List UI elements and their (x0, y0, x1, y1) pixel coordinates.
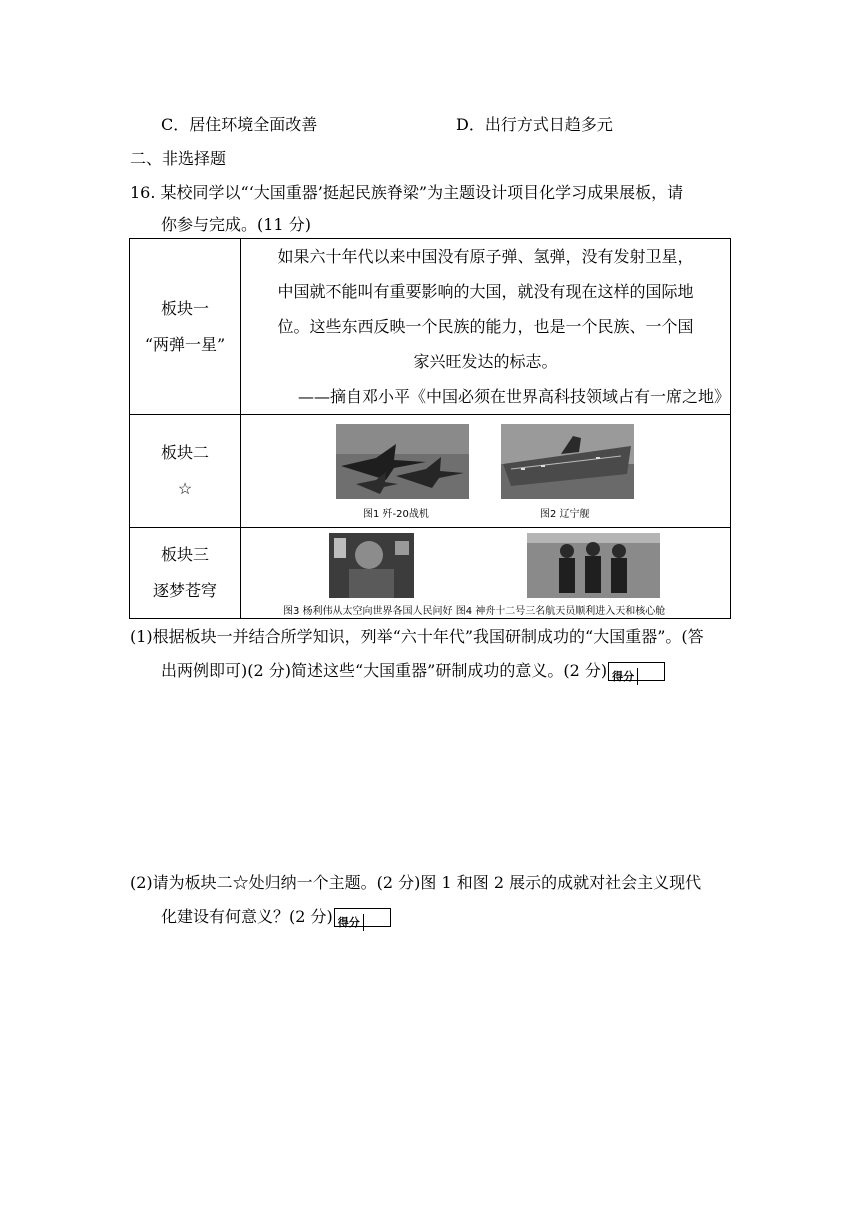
fig2-caption: 图2 辽宁舰 (540, 509, 590, 520)
quote-line: 如果六十年代以来中国没有原子弹、氢弹，没有发射卫星， (277, 247, 694, 266)
score-label: 得分 (335, 914, 364, 931)
yang-liwei-photo (329, 533, 414, 598)
subquestion-2-line2 (161, 904, 391, 927)
panel3-label-line1: 板块三 (160, 545, 209, 564)
quote-line: 家兴旺发达的标志。 (413, 352, 558, 371)
section-title: 二、非选择题 (130, 149, 227, 168)
score-input[interactable] (638, 663, 664, 680)
subquestion-1-text: 出两例即可)(2 分)简述这些“大国重器”研制成功的意义。(2 分) (161, 661, 608, 680)
panel2-label-line1: 板块二 (160, 443, 209, 462)
panel3-images (241, 528, 731, 619)
fig3-fig4-caption: 图3 杨利伟从太空向世界各国人民问好 图4 神舟十二号三名航天员顺利进入天和核心舱 (283, 606, 666, 617)
quote-line: 位。这些东西反映一个民族的能力，也是一个民族、一个国 (277, 317, 694, 336)
panel2-images (241, 415, 731, 528)
panel1-label-line1: 板块一 (160, 298, 209, 318)
panel3-label-line2: 逐梦苍穹 (152, 581, 217, 600)
j20-fighter-photo (336, 424, 469, 499)
panel1-quote (241, 239, 731, 415)
score-box-1[interactable] (608, 662, 665, 681)
option-c: C．居住环境全面改善 (161, 115, 318, 134)
panel1-label (130, 239, 241, 415)
exhibition-board-table (129, 238, 731, 619)
panel2-label-line2: ☆ (177, 479, 193, 498)
subquestion-1-line1: (1)根据板块一并结合所学知识，列举“六十年代”我国研制成功的“大国重器”。(答 (130, 627, 704, 646)
question-16-line1: 16. 某校同学以“‘大国重器’挺起民族脊梁”为主题设计项目化学习成果展板，请 (130, 183, 684, 202)
subquestion-1-line2 (161, 658, 665, 681)
question-16-line2: 你参与完成。(11 分) (161, 215, 311, 234)
panel3-label (130, 528, 241, 619)
quote-source: ——摘自邓小平《中国必须在世界高科技领域占有一席之地》 (297, 387, 730, 406)
fig1-caption: 图1 歼-20战机 (363, 509, 429, 520)
shenzhou12-astronauts-photo (527, 533, 660, 598)
subquestion-2-text: 化建设有何意义？(2 分) (161, 907, 333, 926)
subquestion-2-line1: (2)请为板块二☆处归纳一个主题。(2 分)图 1 和图 2 展示的成就对社会主义现代 (130, 873, 702, 892)
panel1-label-line2: “两弹一星” (144, 334, 226, 354)
score-box-2[interactable] (334, 908, 391, 927)
liaoning-carrier-photo (501, 424, 634, 499)
quote-line: 中国就不能叫有重要影响的大国，就没有现在这样的国际地 (277, 282, 694, 301)
option-d: D．出行方式日趋多元 (456, 115, 613, 134)
panel2-label (130, 415, 241, 528)
score-label: 得分 (609, 668, 638, 685)
score-input[interactable] (364, 909, 390, 926)
